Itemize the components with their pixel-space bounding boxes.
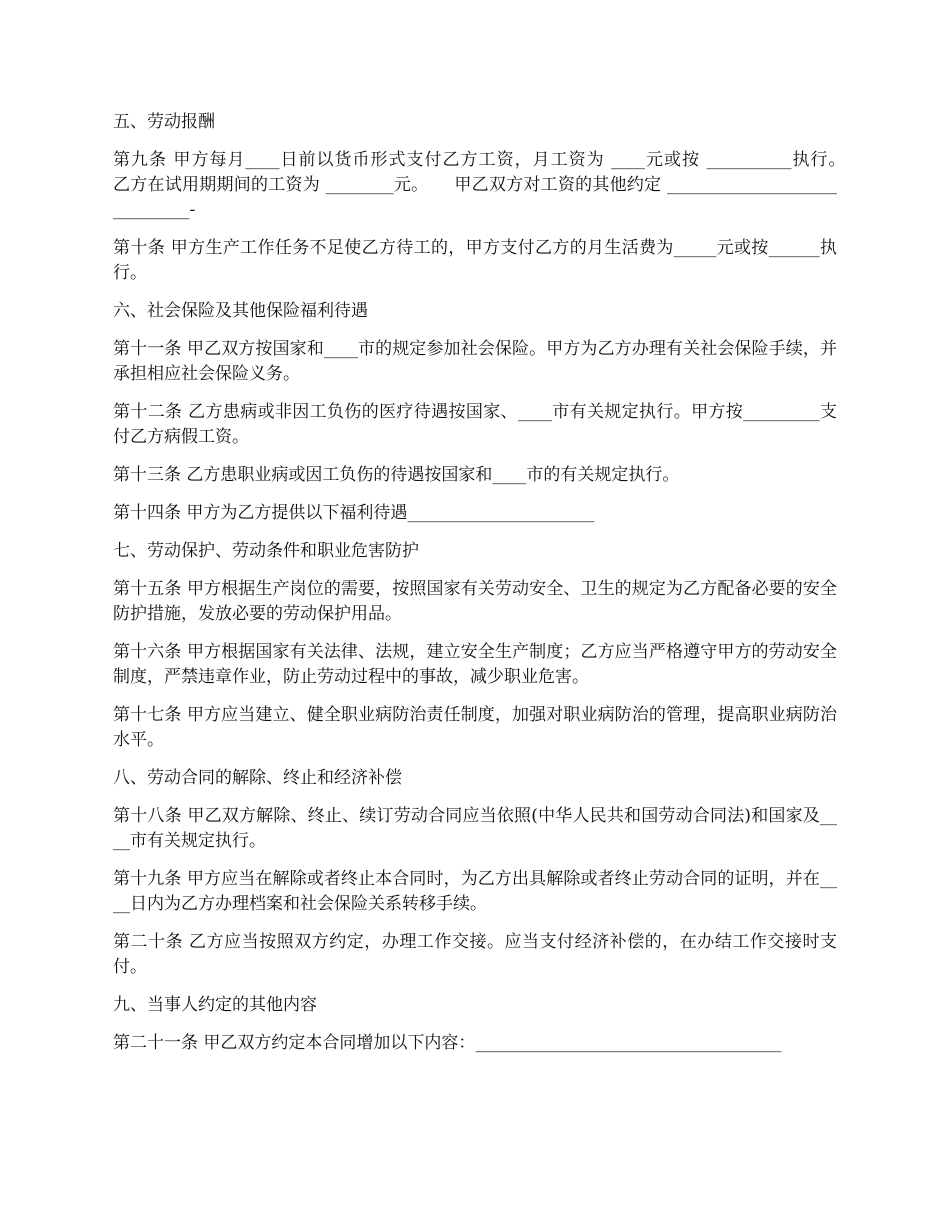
article-14: 第十四条 甲方为乙方提供以下福利待遇______________________ bbox=[113, 503, 595, 523]
article-20: 第二十条 乙方应当按照双方约定，办理工作交接。应当支付经济补偿的，在办结工作交接时支付。 bbox=[113, 932, 837, 977]
section-heading-other-terms: 九、当事人约定的其他内容 bbox=[113, 995, 317, 1015]
article-11: 第十一条 甲乙双方按国家和____市的规定参加社会保险。甲方为乙方办理有关社会保险手续，并承担相应社会保险义务。 bbox=[113, 339, 837, 384]
article-12: 第十二条 乙方患病或非因工负伤的医疗待遇按国家、____市有关规定执行。甲方按_________支付乙方病假工资。 bbox=[113, 402, 837, 447]
section-heading-social-insurance: 六、社会保险及其他保险福利待遇 bbox=[113, 301, 368, 321]
article-17: 第十七条 甲方应当建立、健全职业病防治责任制度，加强对职业病防治的管理，提高职业病防治水平。 bbox=[113, 705, 837, 750]
article-10: 第十条 甲方生产工作任务不足使乙方待工的，甲方支付乙方的月生活费为_____元或按______执行。 bbox=[113, 238, 837, 283]
article-15: 第十五条 甲方根据生产岗位的需要，按照国家有关劳动安全、卫生的规定为乙方配备必要的安全防护措施，发放必要的劳动保护用品。 bbox=[113, 579, 837, 624]
article-18: 第十八条 甲乙双方解除、终止、续订劳动合同应当依照(中华人民共和国劳动合同法)和国家及____市有关规定执行。 bbox=[113, 806, 837, 851]
article-16: 第十六条 甲方根据国家有关法律、法规，建立安全生产制度；乙方应当严格遵守甲方的劳动安全制度，严禁违章作业，防止劳动过程中的事故，减少职业危害。 bbox=[113, 642, 837, 687]
article-19: 第十九条 甲方应当在解除或者终止本合同时，为乙方出具解除或者终止劳动合同的证明，并在____日内为乙方办理档案和社会保险关系转移手续。 bbox=[113, 869, 837, 914]
article-21: 第二十一条 甲乙双方约定本合同增加以下内容：____________________________________ bbox=[113, 1033, 782, 1053]
section-heading-termination: 八、劳动合同的解除、终止和经济补偿 bbox=[113, 768, 402, 788]
section-heading-labor-pay: 五、劳动报酬 bbox=[113, 112, 215, 132]
article-13: 第十三条 乙方患职业病或因工负伤的待遇按国家和____市的有关规定执行。 bbox=[113, 465, 680, 485]
article-9: 第九条 甲方每月____日前以货币形式支付乙方工资，月工资为 ____元或按 __________执行。 乙方在试用期期间的工资为 ________元。 甲乙双方对工资的其他约定 _____________________________- bbox=[113, 150, 871, 220]
contract-body bbox=[113, 110, 871, 1069]
section-heading-labor-protection: 七、劳动保护、劳动条件和职业危害防护 bbox=[113, 541, 419, 561]
